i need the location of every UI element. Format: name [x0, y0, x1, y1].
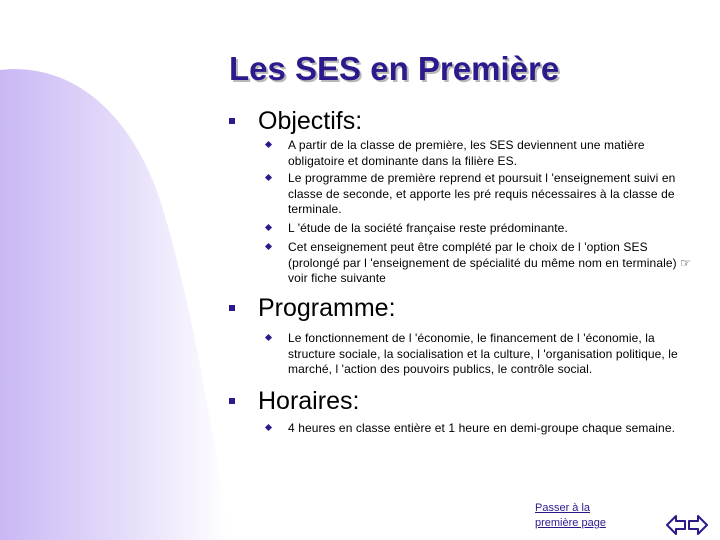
- first-page-link[interactable]: Passer à la première page: [535, 502, 606, 529]
- section-heading: Programme:: [258, 294, 396, 322]
- section-heading: Horaires:: [258, 387, 360, 415]
- back-forward-arrows-icon[interactable]: [666, 514, 708, 536]
- square-bullet-icon: [229, 118, 235, 124]
- square-bullet-icon: [229, 305, 235, 311]
- section-heading: Objectifs:: [258, 107, 363, 135]
- square-bullet-icon: [229, 398, 235, 404]
- slide-title: Les SES en Première: [229, 50, 560, 87]
